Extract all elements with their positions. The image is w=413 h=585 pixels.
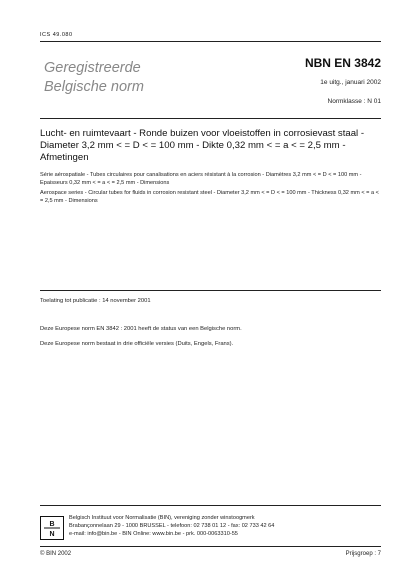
price-group: Prijsgroep : 7 [345,551,381,557]
registered-norm-line1: Geregistreerde [44,60,141,76]
normklasse: Normklasse : N 01 [327,98,381,105]
svg-text:N: N [49,531,55,538]
alt-title-english: Aerospace series - Circular tubes for fluids in corrosion resistant steel - Diameter 3,2 mm < = D < = 100 mm - Thickness 0,32 mm < = a < = 2,5 mm - Dimensions [40,190,379,204]
edition-date: 1e uitg., januari 2002 [320,79,381,86]
standard-number: NBN EN 3842 [304,56,381,70]
document-title: Lucht- en ruimtevaart - Ronde buizen voor vloeistoffen in corrosievast staal - Diameter 3,2 mm < = D < = 100 mm - Dikte 0,32 mm < = a < = 2,5 mm - Afmetingen [40,128,365,163]
status-note: Deze Europese norm EN 3842 : 2001 heeft de status van een Belgische norm. [40,326,242,332]
footer-rule [40,505,381,506]
languages-note: Deze Europese norm bestaat in drie officiële versies (Duits, Engels, Frans). [40,341,234,347]
top-rule [40,41,381,42]
footer-line-3: e-mail: info@bin.be - BIN Online: www.bin.be - prk. 000-0063310-55 [69,531,238,537]
header-rule [40,118,381,119]
svg-text:B: B [49,521,55,528]
footer-line-1: Belgisch Instituut voor Normalisatie (BIN), vereniging zonder winstoogmerk [69,515,255,521]
bin-logo [40,516,64,540]
mid-rule [40,290,381,291]
alt-title-french: Série aérospatiale - Tubes circulaires pour canalisations en aciers résistant à la corrosion - Diamètres 3,2 mm < = D < = 100 mm - Epaisseurs 0,32 mm < = a < = 2,5 mm - Dimensions [40,172,362,186]
copyright: © BIN 2002 [40,551,72,557]
bottom-rule [40,546,381,547]
registered-norm-line2: Belgische norm [44,79,144,95]
footer-line-2: Brabançonnelaan 29 - 1000 BRUSSEL - telefoon: 02 738 01 12 - fax: 02 733 42 64 [69,523,275,529]
bin-address-block [69,514,274,538]
ics-code: ICS 49.080 [40,32,73,38]
publication-note: Toelating tot publicatie : 14 november 2001 [40,298,151,304]
